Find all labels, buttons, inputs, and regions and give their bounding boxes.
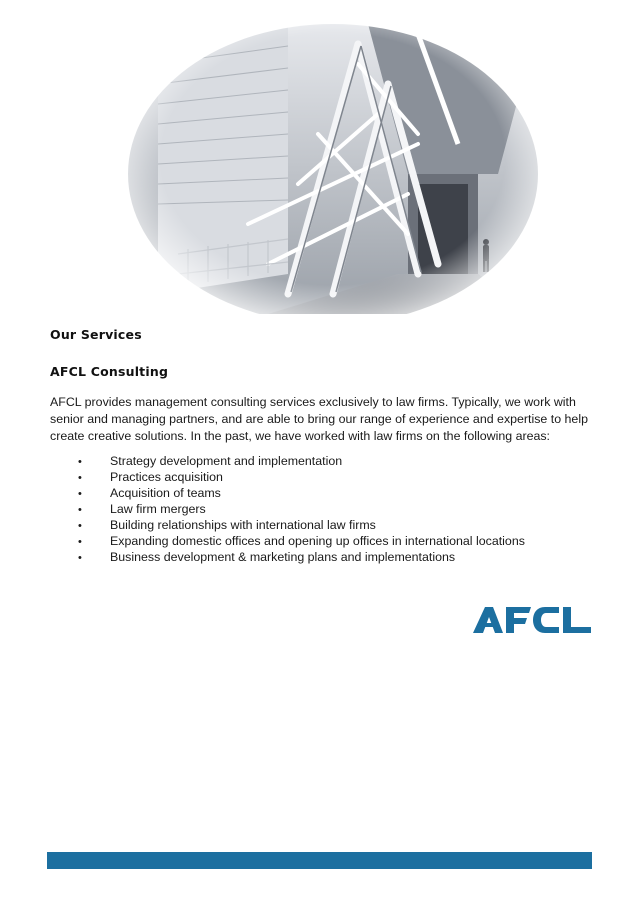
services-list [50,454,525,566]
list-item-text: Strategy development and implementation [110,454,343,468]
list-item [50,486,525,502]
list-item [50,470,525,486]
bullet-icon: • [78,536,82,548]
bullet-icon: • [78,552,82,564]
list-item-text: Expanding domestic offices and opening up offices in international locations [110,534,525,548]
bullet-icon: • [78,504,82,516]
section-title: Our Services [50,327,142,342]
list-item [50,534,525,550]
bullet-icon: • [78,456,82,468]
list-item [50,550,525,566]
list-item-text: Business development & marketing plans and implementations [110,550,456,564]
list-item-text: Building relationships with international law firms [110,518,376,532]
list-item-text: Acquisition of teams [110,486,221,500]
subsection-title: AFCL Consulting [50,364,169,379]
list-item-text: Law firm mergers [110,502,206,516]
bullet-icon: • [78,488,82,500]
list-item-text: Practices acquisition [110,470,223,484]
list-item [50,454,525,470]
footer-bar [47,852,592,869]
list-item [50,518,525,534]
architecture-hero-image [118,24,538,314]
bullet-icon: • [78,472,82,484]
bullet-icon: • [78,520,82,532]
intro-paragraph: AFCL provides management consulting services exclusively to law firms. Typically, we work with senior and managing partners, and are able to bring our range of experience and expertise to help create creative solutions. In the past, we have worked with law firms on the following areas: [50,395,588,443]
afcl-logo [473,605,593,635]
list-item [50,502,525,518]
